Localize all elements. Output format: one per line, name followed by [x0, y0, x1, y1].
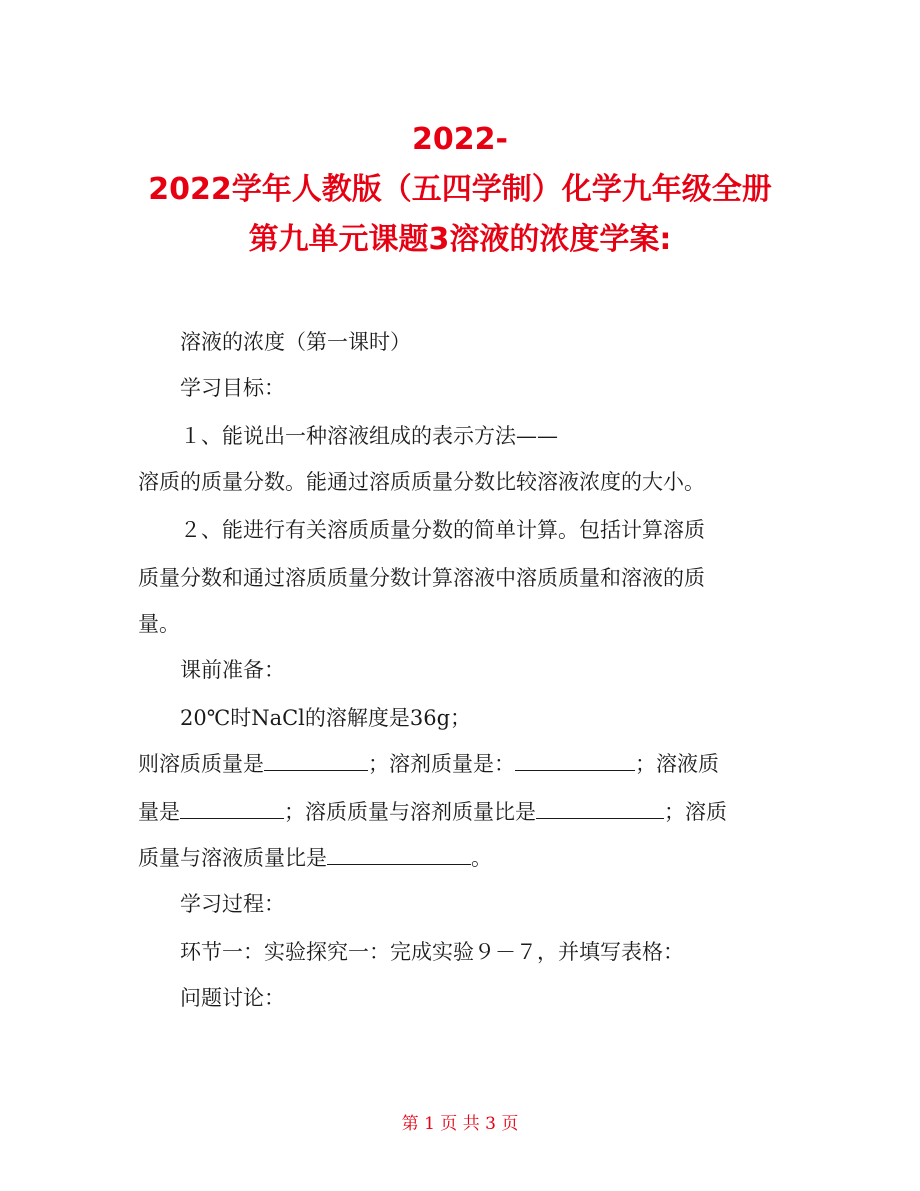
- objective-2-line-3: 量。: [138, 612, 180, 636]
- document-title-line-1: 2022-: [412, 122, 508, 157]
- objective-2-line-1: ２、能进行有关溶质质量分数的简单计算。包括计算溶质: [180, 518, 705, 542]
- q3-text-b: 。: [471, 846, 492, 870]
- q1-text-c: ；溶液质: [635, 752, 719, 776]
- prep-label: 课前准备：: [180, 658, 285, 682]
- objective-2-line-2: 质量分数和通过溶质质量分数计算溶液中溶质质量和溶液的质: [138, 566, 705, 590]
- discussion-label: 问题讨论：: [180, 986, 285, 1010]
- document-title-line-2: 2022学年人教版（五四学制）化学九年级全册: [148, 172, 772, 207]
- blank-solvent-mass[interactable]: [515, 748, 635, 771]
- prep-question-line-3: [138, 842, 492, 874]
- q2-text-b: ；溶质质量与溶剂质量比是: [284, 800, 536, 824]
- process-label: 学习过程：: [180, 892, 285, 916]
- q2-text-a: 量是: [138, 800, 180, 824]
- prep-question-line-1: [138, 748, 719, 780]
- q2-text-c: ；溶质: [664, 800, 727, 824]
- blank-solute-solution-ratio[interactable]: [327, 842, 471, 865]
- blank-solute-solvent-ratio[interactable]: [536, 796, 664, 819]
- prep-fact: 20℃时NaCl的溶解度是36g；: [180, 706, 472, 730]
- document-title-line-3: 第九单元课题3溶液的浓度学案:: [248, 222, 672, 257]
- q3-text-a: 质量与溶液质量比是: [138, 846, 327, 870]
- q1-text-a: 则溶质质量是: [138, 752, 264, 776]
- blank-solute-mass[interactable]: [264, 748, 368, 771]
- objective-1-line-1: １、能说出一种溶液组成的表示方法——: [180, 424, 558, 448]
- q1-text-b: ；溶剂质量是：: [368, 752, 515, 776]
- blank-solution-mass[interactable]: [180, 796, 284, 819]
- page-indicator: 第 1 页 共 3 页: [401, 1114, 519, 1134]
- objectives-label: 学习目标：: [180, 376, 285, 400]
- step-1-experiment: 环节一：实验探究一：完成实验９－７，并填写表格：: [180, 940, 684, 964]
- prep-question-line-2: [138, 796, 727, 828]
- objective-1-line-2: 溶质的质量分数。能通过溶质质量分数比较溶液浓度的大小。: [138, 470, 705, 494]
- section-title: 溶液的浓度（第一课时）: [180, 330, 411, 354]
